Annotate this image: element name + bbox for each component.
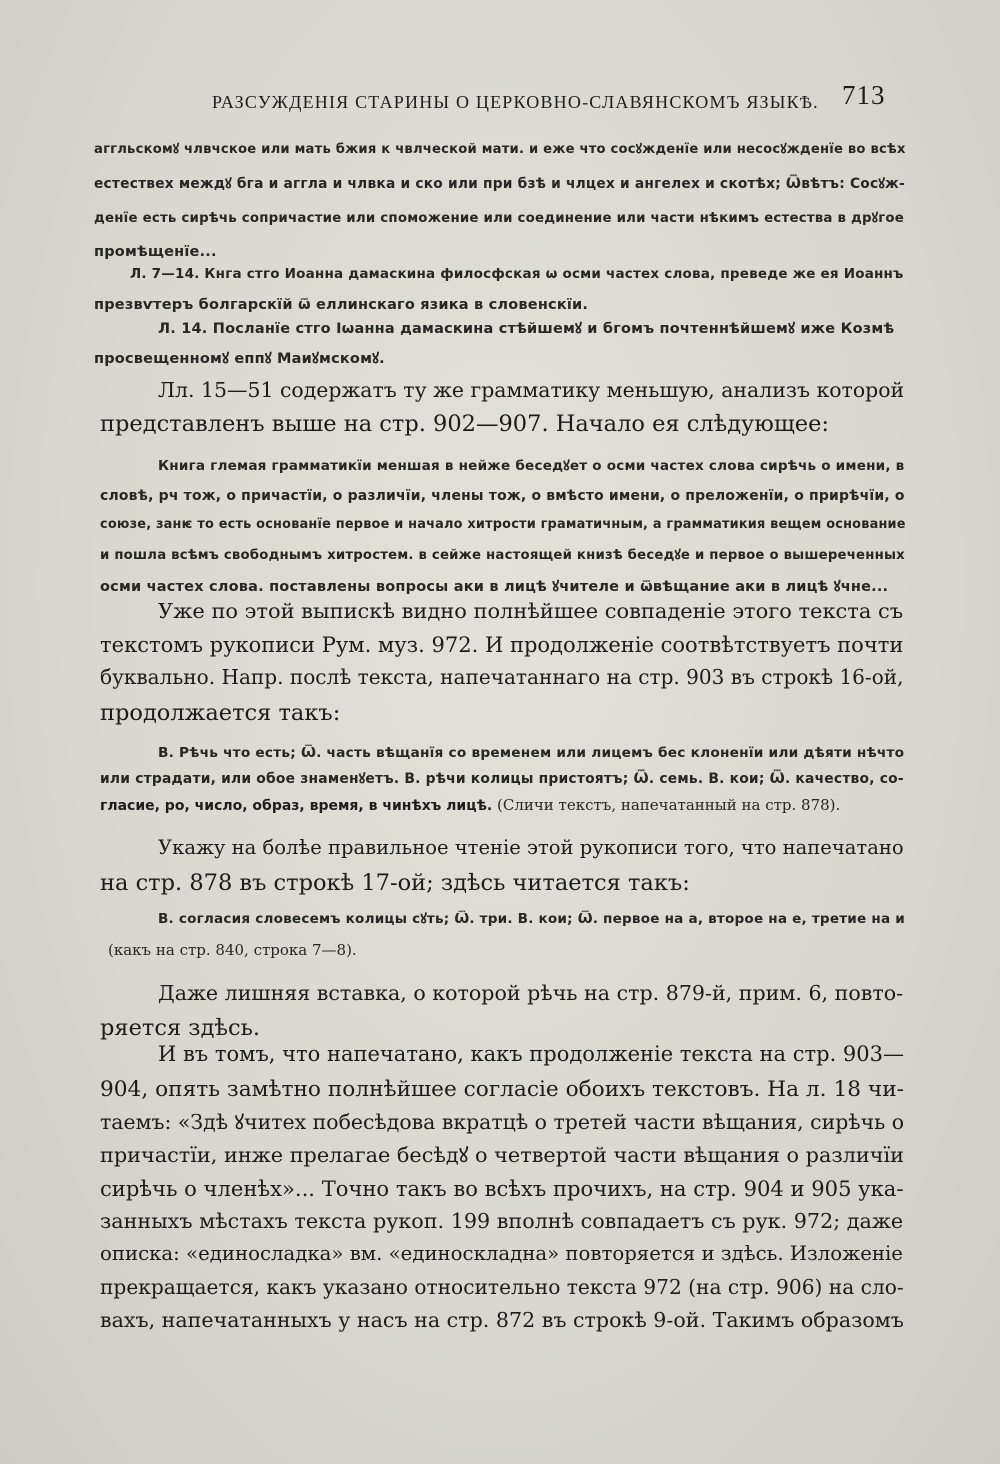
reference-line: Л. 14. Посланїе стго Iѡанна дамаскина стѣйшемꙋ и бгомъ почтеннѣйшемꙋ иже Козмѣ xyxy=(158,321,895,337)
quote-line: и пошла всѣмъ свободнымъ хитростем. в сейже настоящей книзѣ беседꙋе и первое о вышереченных xyxy=(100,548,905,563)
paragraph-line: прекращается, какъ указано относительно текста 972 (на стр. 906) на сло- xyxy=(100,1275,904,1299)
paragraph-line: 904, опять замѣтно полнѣйшее согласіе обоихъ текстовъ. На л. 18 чи- xyxy=(100,1077,904,1102)
paragraph-line: текстомъ рукописи Рум. муз. 972. И продолженіе соотвѣтствуетъ почти xyxy=(100,632,904,657)
reference-line: презвѵтеръ болгарскїй ѿ еллинскаго язика в словенскїи. xyxy=(94,297,589,313)
quote-line: промѣщенїе... xyxy=(94,244,217,260)
quote-line: В. Рѣчь что есть; Ѿ. часть вѣщанїя со временем или лицемъ бес клоненїи или дѣяти нѣчто xyxy=(158,745,905,761)
paragraph-line: Укажу на болѣе правильное чтеніе этой рукописи того, что напечатано xyxy=(158,836,904,859)
cross-reference: (какъ на стр. 840, строка 7—8). xyxy=(108,941,357,959)
paragraph-line: буквально. Напр. послѣ текста, напечатаннаго на стр. 903 въ строкѣ 16-ой, xyxy=(100,665,904,689)
paragraph-line: таемъ: «Здѣ ꙋчитех побесѣдова вкратцѣ о третей части вѣщания, сирѣчь о xyxy=(100,1110,905,1134)
reference-line: просвещенномꙋ еппꙋ Маиꙋмскомꙋ. xyxy=(94,351,385,367)
paragraph-line: Даже лишняя вставка, о которой рѣчь на стр. 879-й, прим. 6, повто- xyxy=(158,981,904,1005)
quote-line: или страдати, или обое знаменꙋетъ. В. рѣчи колицы пристоятъ; Ѿ. семь. В. кои; Ѿ. качество, со- xyxy=(100,771,904,787)
paragraph-line: на стр. 878 въ строкѣ 17-ой; здѣсь читается такъ: xyxy=(100,870,690,896)
page-number: 713 xyxy=(842,80,886,110)
running-title: РАЗСУЖДЕНІЯ СТАРИНЫ О ЦЕРКОВНО-СЛАВЯНСКОМЪ ЯЗЫКѢ. xyxy=(212,92,819,112)
paragraph-line: ряется здѣсь. xyxy=(100,1015,261,1041)
quote-fragment: гласие, ро, число, образ, время, в чинѣхъ лицѣ. xyxy=(100,798,493,814)
paragraph-line: продолжается такъ: xyxy=(100,700,341,726)
paragraph-line: Лл. 15—51 содержатъ ту же грамматику меньшую, анализъ которой xyxy=(158,378,905,402)
paragraph-line: занныхъ мѣстахъ текста рукоп. 199 вполнѣ совпадаетъ съ рук. 972; даже xyxy=(100,1209,904,1233)
paragraph-line: представленъ выше на стр. 902—907. Начало ея слѣдующее: xyxy=(100,411,829,437)
paragraph-line: И въ томъ, что напечатано, какъ продолженіе текста на стр. 903— xyxy=(158,1042,905,1066)
quote-line xyxy=(100,797,840,813)
paragraph-line: сирѣчь о членѣх»... Точно такъ во всѣхъ прочихъ, на стр. 904 и 905 ука- xyxy=(100,1176,904,1201)
quote-line: аггльскомꙋ члвчское или мать бжия к чвлческой мати. и еже что сосꙋжденїе или несосꙋжденїе во всѣх xyxy=(94,142,906,157)
quote-line: союзе, занѥ то есть основанїе первое и начало хитрости граматичным, а грамматикия вещем основание xyxy=(100,517,906,532)
paragraph-line: Уже по этой выпискѣ видно полнѣйшее совпаденіе этого текста съ xyxy=(158,599,904,623)
quote-line: В. согласия словесемъ колицы сꙋть; Ѿ. три. В. кои; Ѿ. первое на а, второе на е, третие на и xyxy=(158,911,905,927)
paragraph-line: вахъ, напечатанныхъ у насъ на стр. 872 въ строкѣ 9-ой. Такимъ образомъ xyxy=(100,1308,904,1332)
paragraph-line: описка: «единосладка» вм. «единоскладна» повторяется и здѣсь. Изложеніе xyxy=(100,1242,903,1265)
quote-line: денїе есть сирѣчь сопричастие или споможение или соединение или части нѣкимъ естества в дрꙋгое xyxy=(94,211,905,226)
quote-line: словѣ, рч тож, о причастїи, о различїи, члены тож, о вмѣсто имени, о преложенїи, о прирѣчїи, о xyxy=(100,488,905,504)
reference-line: Л. 7—14. Кнга стго Иоанна дамаскина филосфская ѡ осми частех слова, преведе же ея Иоаннъ xyxy=(130,266,904,282)
comparison-note: (Сличи текстъ, напечатанный на стр. 878). xyxy=(492,796,841,814)
quote-line: Книга глемая грамматикїи меншая в нейже беседꙋет о осми частех слова сирѣчь о имени, в xyxy=(158,458,905,474)
quote-line: естествех междꙋ бга и аггла и члвка и ско или при бзѣ и члцех и ангелех и скотѣх; Ѿвѣтъ: Сосꙋж- xyxy=(94,176,905,192)
paragraph-line: причастїи, инже прелагае бесѣдꙋ о четвертой части вѣщания о различїи xyxy=(100,1143,904,1167)
quote-line: осми частех слова. поставлены вопросы аки в лицѣ ꙋчителе и ѿвѣщание аки в лицѣ ꙋчне... xyxy=(100,579,889,595)
